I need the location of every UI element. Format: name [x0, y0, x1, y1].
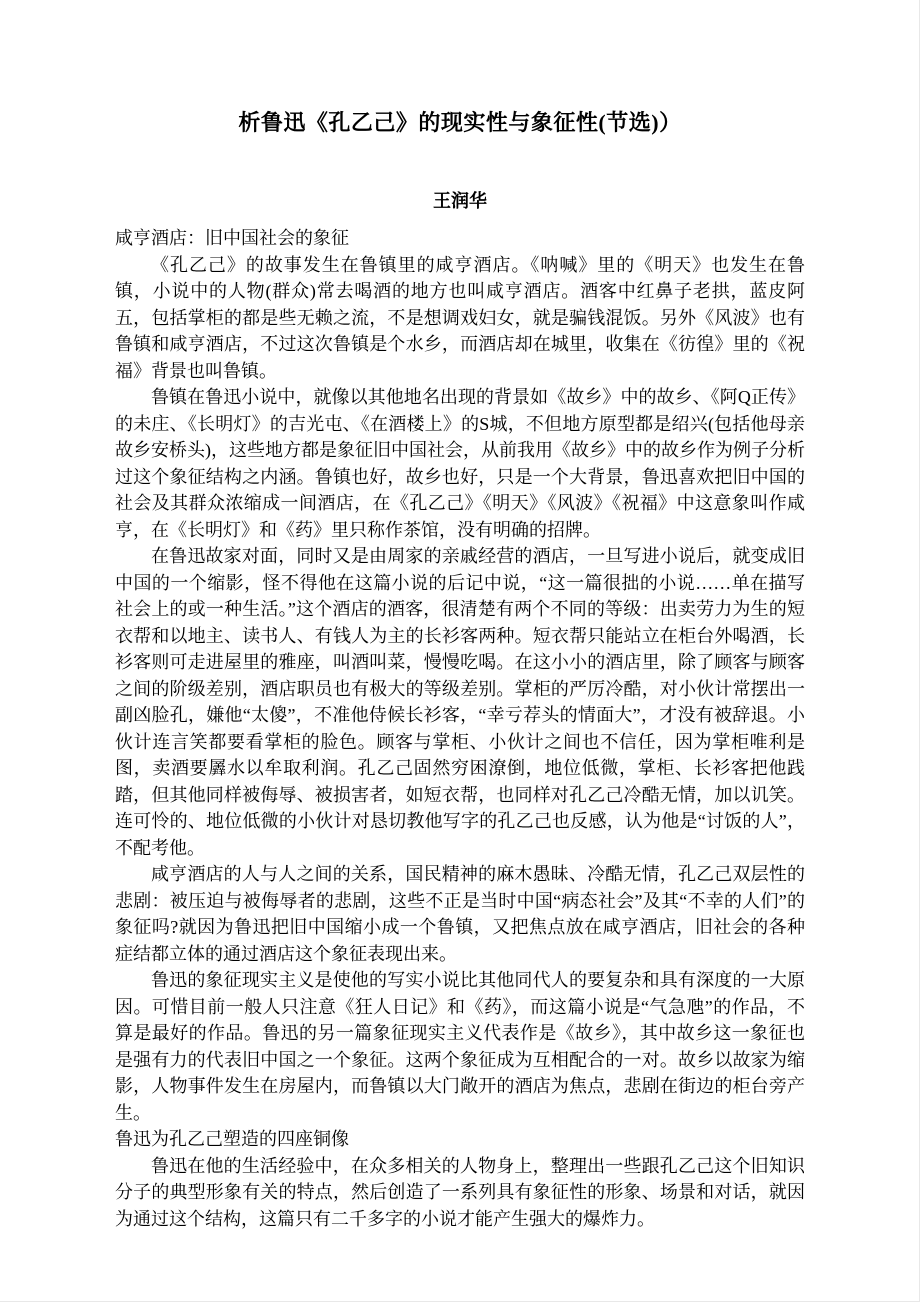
paragraph-luzhen-symbol: 鲁镇在鲁迅小说中，就像以其他地名出现的背景如《故乡》中的故乡、《阿Q正传》的未庄、《长明灯》的吉光屯、《在酒楼上》的S城，不但地方原型都是绍兴(包括他母亲故乡安桥头)，这些地方都是象征旧中国社会，从前我用《故乡》中的故乡作为例子分析过这个象征结构之内涵。鲁镇也好，故乡也好，只是一个大背景，鲁迅喜欢把旧中国的社会及其群众浓缩成一间酒店，在《孔乙己》《明天》《风波》《祝福》中这意象叫作咸亨，在《长明灯》和《药》里只称作茶馆，没有明确的招牌。 [115, 387, 805, 540]
document-title: 析鲁迅《孔乙己》的现实性与象征性(节选)） [238, 110, 682, 135]
author-name: 王润华 [433, 191, 487, 211]
paragraph-symbolic-realism: 鲁迅的象征现实主义是使他的写实小说比其他同代人的要复杂和具有深度的一大原因。可惜目前一般人只注意《狂人日记》和《药》，而这篇小说是“气急虺”的作品，不算是最好的作品。鲁迅的另一篇象征现实主义代表作是《故乡》，其中故乡这一象征也是强有力的代表旧中国之一个象征。这两个象征成为互相配合的一对。故乡以故家为缩影，人物事件发生在房屋内，而鲁镇以大门敞开的酒店为焦点，悲剧在街边的柜台旁产生。 [115, 970, 805, 1123]
paragraph-life-experience: 鲁迅在他的生活经验中，在众多相关的人物身上，整理出一些跟孔乙己这个旧知识分子的典型形象有关的特点，然后创造了一系列具有象征性的形象、场景和对话，就因为通过这个结构，这篇只有二千多字的小说才能产生强大的爆炸力。 [115, 1155, 805, 1229]
paragraph-story-setting: 《孔乙己》的故事发生在鲁镇里的咸亨酒店。《呐喊》里的《明天》也发生在鲁镇，小说中的人物(群众)常去喝酒的地方也叫咸亨酒店。酒客中红鼻子老拱，蓝皮阿五，包括掌柜的都是些无赖之流，不是想调戏妇女，就是骗钱混饭。另外《风波》也有鲁镇和咸亨酒店，不过这次鲁镇是个水乡，而酒店却在城里，收集在《彷徨》里的《祝福》背景也叫鲁镇。 [115, 254, 805, 381]
paragraph-tavern-hierarchy: 在鲁迅故家对面，同时又是由周家的亲戚经营的酒店，一旦写进小说后，就变成旧中国的一个缩影，怪不得他在这篇小说的后记中说，“这一篇很拙的小说……单在描写社会上的或一种生活。”这个酒店的酒客，很清楚有两个不同的等级：出卖劳力为生的短衣帮和以地主、读书人、有钱人为主的长衫客两种。短衣帮只能站立在柜台外喝酒，长衫客则可走进屋里的雅座，叫酒叫菜，慢慢吃喝。在这小小的酒店里，除了顾客与顾客之间的阶级差别，酒店职员也有极大的等级差别。掌柜的严厉冷酷，对小伙计常摆出一副凶脸孔，嫌他“太傻”，不准他侍候长衫客，“幸亏荐头的情面大”，才没有被辞退。小伙计连言笑都要看掌柜的脸色。顾客与掌柜、小伙计之间也不信任，因为掌柜唯利是图，卖酒要羼水以牟取利润。孔乙己固然穷困潦倒，地位低微，掌柜、长衫客把他践踏，但其他同样被侮辱、被损害者，如短衣帮，也同样对孔乙己冷酷无情，加以讥笑。连可怜的、地位低微的小伙计对恳切教他写字的孔乙己也反感，认为他是“讨饭的人”，不配考他。 [115, 546, 805, 858]
section-heading-xianheng: 咸亨酒店：旧中国社会的象征 [115, 228, 349, 248]
paragraph-sick-society: 咸亨酒店的人与人之间的关系，国民精神的麻木愚昧、冷酷无情，孔乙己双层性的悲剧：被压迫与被侮辱者的悲剧，这些不正是当时中国“病态社会”及其“不幸的人们”的象征吗?就因为鲁迅把旧中国缩小成一个鲁镇，又把焦点放在咸亨酒店，旧社会的各种症结都立体的通过酒店这个象征表现出来。 [115, 864, 805, 964]
section-heading-four-statues: 鲁迅为孔乙己塑造的四座铜像 [115, 1129, 349, 1149]
